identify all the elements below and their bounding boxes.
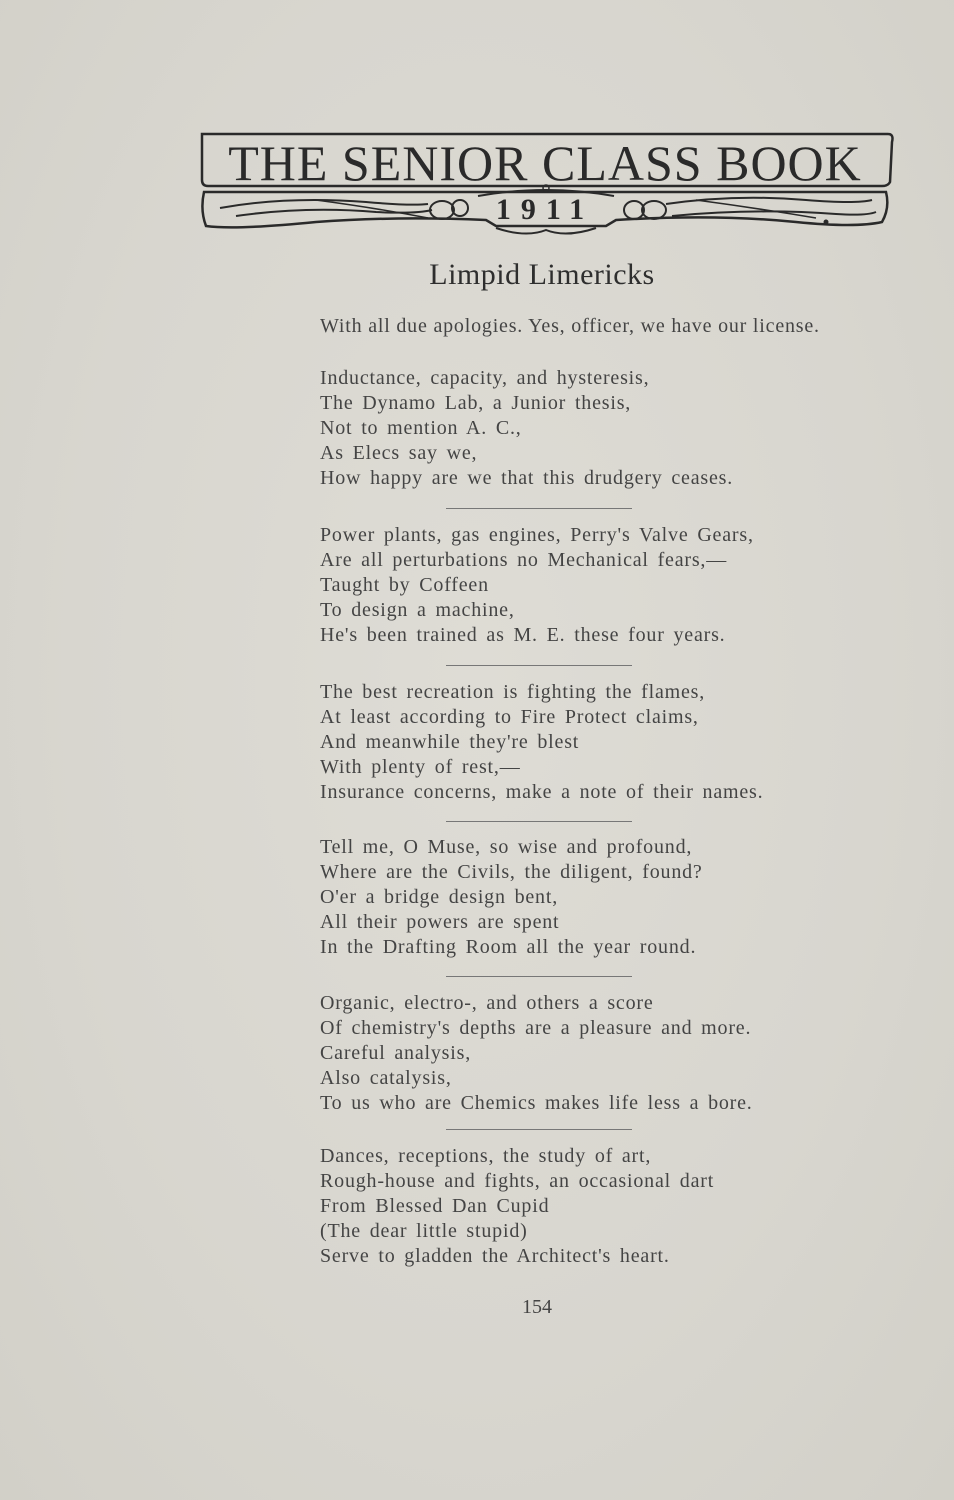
stanza-line: Careful analysis, [320,1042,472,1064]
stanza-line: Are all perturbations no Mechanical fears,— [320,549,728,571]
stanza-line: To us who are Chemics makes life less a bore. [320,1092,753,1114]
stanza-line: Tell me, O Muse, so wise and profound, [320,836,693,858]
stanza-line: The Dynamo Lab, a Junior thesis, [320,392,632,414]
stanza-line: He's been trained as M. E. these four years. [320,624,726,646]
page-number: 154 [522,1296,552,1318]
header-title: THE SENIOR CLASS BOOK [228,135,862,191]
stanza-1 [320,366,733,491]
stanza-line: Power plants, gas engines, Perry's Valve Gears, [320,524,754,546]
stanza-4 [320,835,703,960]
stanza-divider [446,1129,632,1130]
header-banner [196,130,894,236]
stanza-line: Taught by Coffeen [320,574,489,596]
stanza-3 [320,680,763,805]
stanza-line: Where are the Civils, the diligent, found? [320,861,703,883]
stanza-line: Not to mention A. C., [320,417,522,439]
stanza-divider [446,976,632,977]
stanza-line: At least according to Fire Protect claims, [320,706,699,728]
stanza-line: (The dear little stupid) [320,1220,528,1242]
stanza-line: Insurance concerns, make a note of their names. [320,781,764,803]
stanza-line: Inductance, capacity, and hysteresis, [320,367,650,389]
stanza-line: In the Drafting Room all the year round. [320,936,697,958]
stanza-line: Also catalysis, [320,1067,452,1089]
stanza-2 [320,523,754,648]
stanza-divider [446,508,632,509]
stanza-5 [320,991,753,1116]
stanza-line: From Blessed Dan Cupid [320,1195,550,1217]
stanza-line: To design a machine, [320,599,515,621]
stanza-line: O'er a bridge design bent, [320,886,559,908]
stanza-line: Dances, receptions, the study of art, [320,1145,652,1167]
stanza-line: Of chemistry's depths are a pleasure and more. [320,1017,752,1039]
stanza-line: With plenty of rest,— [320,756,521,778]
stanza-line: The best recreation is fighting the flames, [320,681,706,703]
stanza-line: And meanwhile they're blest [320,731,580,753]
stanza-line: As Elecs say we, [320,442,478,464]
stanza-divider [446,665,632,666]
stanza-6 [320,1144,714,1269]
stanza-divider [446,821,632,822]
stanza-line: All their powers are spent [320,911,560,933]
stanza-line: Serve to gladden the Architect's heart. [320,1245,670,1267]
stanza-line: Organic, electro-, and others a score [320,992,654,1014]
page-title: Limpid Limericks [429,258,655,291]
stanza-line: Rough-house and fights, an occasional dart [320,1170,715,1192]
stanza-line: How happy are we that this drudgery ceases. [320,467,734,489]
intro-line: With all due apologies. Yes, officer, we have our license. [320,315,820,337]
header-year: 1911 [495,193,595,226]
